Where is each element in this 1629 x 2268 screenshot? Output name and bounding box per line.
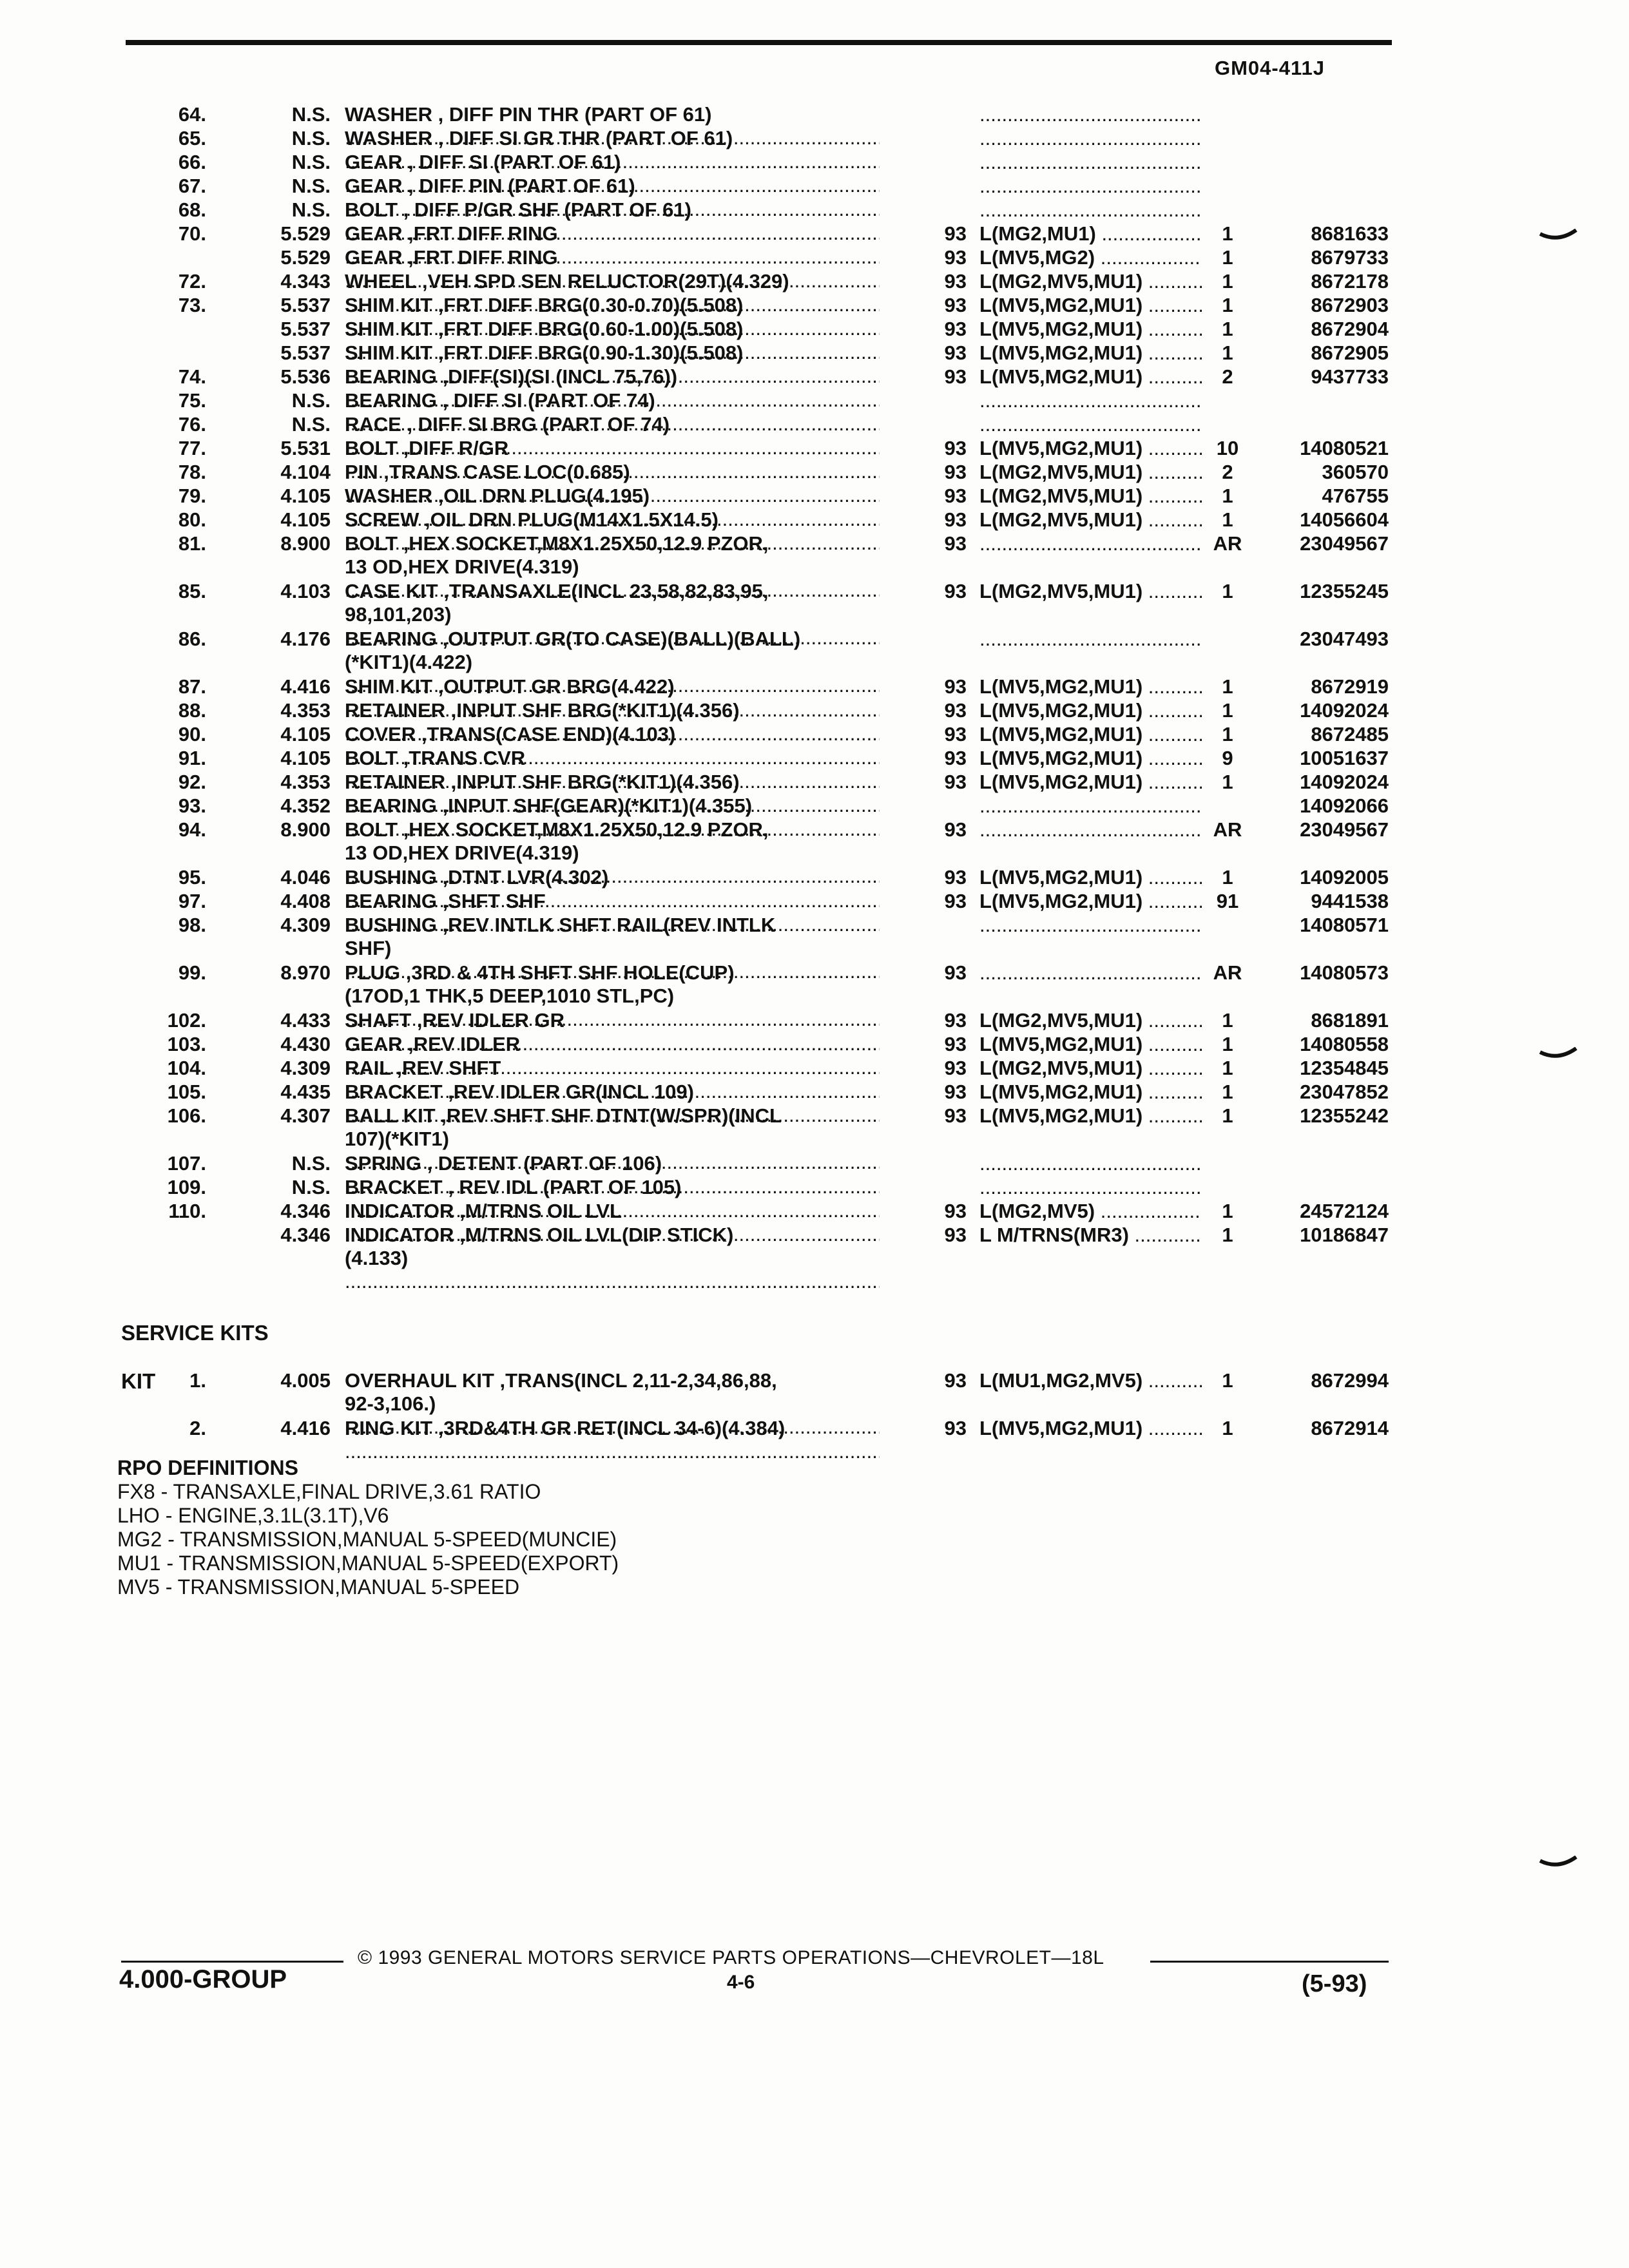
model-code: L(MV5,MG2) ..... [979,246,1202,269]
part-number: 476755 [1322,485,1389,507]
part-description: BEARING ,SHFT SHF ..... [345,890,880,936]
group-number: 4.005 [280,1369,331,1392]
model-code: L(MG2,MV5,MU1) ..... [979,580,1202,603]
model-code: L(MG2,MV5,MU1) ..... [979,461,1202,484]
part-number: 8672904 [1311,318,1389,340]
part-description: RING KIT ,3RD&4TH GR RET(INCL 34-6)(4.384) ..... [345,1417,880,1463]
part-description: CASE KIT ,TRANSAXLE(INCL 23,58,82,83,95, 98,101,203) ..... [345,580,880,649]
model-code [979,961,1202,985]
footer-rule [1150,1961,1389,1963]
model-code [979,1176,1202,1199]
group-number: 5.529 [280,222,331,245]
model-year: 93 [944,1417,967,1439]
item-number: 106. [167,1104,206,1127]
group-number: 4.343 [280,270,331,293]
item-number: 93. [178,794,206,817]
model-code: L(MG2,MV5,MU1) ..... [979,1057,1202,1080]
part-description: BALL KIT ,REV SHFT SHF DTNT(W/SPR)(INCL 107)(*KIT1) ..... [345,1104,880,1174]
model-year: 93 [944,771,967,793]
group-number: 4.105 [280,508,331,531]
model-code: L(MV5,MG2,MU1) ..... [979,1033,1202,1056]
quantity: 1 [1222,246,1233,269]
group-number: 4.346 [280,1200,331,1222]
model-code [979,532,1202,555]
model-year: 93 [944,461,967,483]
quantity: 1 [1222,318,1233,340]
item-number: 67. [178,175,206,197]
part-description: SPRING , DETENT (PART OF 106) ..... [345,1152,880,1198]
group-number: N.S. [291,389,331,412]
quantity: 91 [1216,890,1239,912]
part-description: GEAR ,REV IDLER ..... [345,1033,880,1079]
kit-label: KIT [121,1369,156,1393]
model-code [979,818,1202,841]
group-number: 4.352 [280,794,331,817]
group-number: N.S. [291,103,331,126]
model-code: L(MU1,MG2,MV5) ..... [979,1369,1202,1392]
part-description: BEARING ,DIFF(SI)(SI (INCL 75,76)) ..... [345,365,880,412]
item-number: 80. [178,508,206,531]
model-year: 93 [944,1369,967,1392]
part-description: BOLT ,DIFF R/GR ..... [345,437,880,483]
item-number: 105. [167,1081,206,1103]
top-rule [126,40,1392,45]
part-description: SHIM KIT ,OUTPUT GR BRG(4.422) ..... [345,675,880,722]
part-description: WASHER , DIFF PIN THR (PART OF 61) ..... [345,103,880,149]
item-number: 75. [178,389,206,412]
part-description: BOLT ,TRANS CVR ..... [345,747,880,793]
group-number: 4.430 [280,1033,331,1055]
model-year: 93 [944,818,967,841]
item-number: 2. [189,1417,206,1439]
quantity: 1 [1222,675,1233,698]
group-number: 4.346 [280,1224,331,1246]
quantity: 1 [1222,1057,1233,1079]
group-number: 4.105 [280,723,331,745]
model-year: 93 [944,1224,967,1246]
item-number: 109. [167,1176,206,1198]
part-description: GEAR ,FRT DIFF RING ..... [345,222,880,269]
model-year: 93 [944,675,967,698]
model-year: 93 [944,437,967,459]
rpo-line: MV5 - TRANSMISSION,MANUAL 5-SPEED [117,1575,520,1599]
part-number: 8681633 [1311,222,1389,245]
item-number: 86. [178,628,206,650]
part-description: RACE , DIFF SI BRG (PART OF 74) ..... [345,413,880,459]
model-year: 93 [944,508,967,531]
part-description: WASHER ,OIL DRN PLUG(4.195) ..... [345,485,880,531]
rpo-line: MU1 - TRANSMISSION,MANUAL 5-SPEED(EXPORT) [117,1552,619,1575]
binder-tick-mark [1539,229,1577,242]
quantity: 1 [1222,485,1233,507]
model-year: 93 [944,532,967,555]
part-description: INDICATOR ,M/TRNS OIL LVL ..... [345,1200,880,1246]
part-number: 8672994 [1311,1369,1389,1392]
part-description: OVERHAUL KIT ,TRANS(INCL 2,11-2,34,86,88, 92-3,106.) ..... [345,1369,880,1439]
part-description: GEAR , DIFF PIN (PART OF 61) ..... [345,175,880,221]
group-number: 8.900 [280,818,331,841]
item-number: 73. [178,294,206,316]
model-code: L(MG2,MV5,MU1) ..... [979,508,1202,532]
part-number: 23049567 [1300,532,1389,555]
model-code [979,794,1202,818]
model-year: 93 [944,723,967,745]
part-number: 14056604 [1300,508,1389,531]
quantity: 1 [1222,294,1233,316]
quantity: 1 [1222,222,1233,245]
quantity: 1 [1222,1033,1233,1055]
item-number: 74. [178,365,206,388]
model-code: L(MV5,MG2,MU1) ..... [979,1081,1202,1104]
quantity: 1 [1222,771,1233,793]
part-number: 14080521 [1300,437,1389,459]
item-number: 64. [178,103,206,126]
model-code: L(MG2,MV5,MU1) ..... [979,1009,1202,1032]
part-number: 14092024 [1300,771,1389,793]
quantity: AR [1213,532,1242,555]
model-code [979,103,1202,126]
model-year: 93 [944,270,967,293]
group-number: N.S. [291,1152,331,1175]
binder-tick-mark [1539,1856,1577,1869]
model-code: L(MV5,MG2,MU1) ..... [979,437,1202,460]
group-number: 4.104 [280,461,331,483]
model-year: 93 [944,1009,967,1032]
group-number: 4.309 [280,1057,331,1079]
part-number: 14092005 [1300,866,1389,889]
part-description: BOLT ,HEX SOCKET,M8X1.25X50,12.9 PZOR, 13 OD,HEX DRIVE(4.319) ..... [345,818,880,888]
group-number: 4.408 [280,890,331,912]
item-number: 99. [178,961,206,984]
quantity: 9 [1222,747,1233,769]
part-number: 8672905 [1311,341,1389,364]
item-number: 81. [178,532,206,555]
model-year: 93 [944,246,967,269]
item-number: 72. [178,270,206,293]
group-number: 4.353 [280,699,331,722]
quantity: 1 [1222,1200,1233,1222]
quantity: 1 [1222,1081,1233,1103]
item-number: 104. [167,1057,206,1079]
item-number: 110. [168,1200,206,1222]
item-number: 107. [167,1152,206,1175]
quantity: 1 [1222,1104,1233,1127]
model-code: L(MG2,MV5,MU1) ..... [979,485,1202,508]
model-code: L(MV5,MG2,MU1) ..... [979,341,1202,365]
part-number: 9441538 [1311,890,1389,912]
part-number: 12355245 [1300,580,1389,602]
part-description: BUSHING ,REV INTLK SHFT RAIL(REV INTLK SHF) ..... [345,914,880,983]
part-description: BEARING , DIFF SI (PART OF 74) ..... [345,389,880,436]
model-year: 93 [944,294,967,316]
model-year: 93 [944,1033,967,1055]
model-year: 93 [944,341,967,364]
rpo-title: RPO DEFINITIONS [117,1456,298,1479]
model-code: L(MV5,MG2,MU1) ..... [979,866,1202,889]
part-number: 14080573 [1300,961,1389,984]
part-number: 9437733 [1311,365,1389,388]
group-number: 5.529 [280,246,331,269]
item-number: 68. [178,198,206,221]
model-code [979,1152,1202,1175]
part-number: 8672903 [1311,294,1389,316]
model-year: 93 [944,961,967,984]
document-id: GM04-411J [1215,57,1325,79]
part-description: SHAFT ,REV IDLER GR ..... [345,1009,880,1055]
group-number: 5.536 [280,365,331,388]
model-code: L(MV5,MG2,MU1) ..... [979,318,1202,341]
part-description: BOLT ,HEX SOCKET,M8X1.25X50,12.9 PZOR, 13 OD,HEX DRIVE(4.319) ..... [345,532,880,602]
quantity: AR [1213,818,1242,841]
quantity: 1 [1222,1009,1233,1032]
part-description: PLUG ,3RD & 4TH SHFT SHF HOLE(CUP) (17OD,1 THK,5 DEEP,1010 STL,PC) ..... [345,961,880,1031]
rpo-definitions [117,1456,619,1599]
group-number: N.S. [291,127,331,149]
item-number: 102. [167,1009,206,1032]
part-description: GEAR , DIFF SI (PART OF 61) ..... [345,151,880,197]
item-number: 85. [178,580,206,602]
group-number: 4.353 [280,771,331,793]
group-number: 4.307 [280,1104,331,1127]
part-number: 8681891 [1311,1009,1389,1032]
revision-date: (5-93) [1302,1970,1367,1997]
group-number: 4.416 [280,675,331,698]
item-number: 90. [178,723,206,745]
part-description: SHIM KIT ,FRT DIFF BRG(0.60-1.00)(5.508) ..... [345,318,880,364]
model-code: L(MV5,MG2,MU1) ..... [979,1417,1202,1440]
group-number: N.S. [291,198,331,221]
part-description: GEAR ,FRT DIFF RING ..... [345,246,880,293]
model-year: 93 [944,699,967,722]
group-number: 8.970 [280,961,331,984]
part-number: 8672485 [1311,723,1389,745]
model-code: L(MV5,MG2,MU1) ..... [979,723,1202,746]
part-number: 14092024 [1300,699,1389,722]
item-number: 91. [178,747,206,769]
group-number: 4.433 [280,1009,331,1032]
part-description: RETAINER ,INPUT SHF BRG(*KIT1)(4.356) ..... [345,771,880,817]
rpo-line: MG2 - TRANSMISSION,MANUAL 5-SPEED(MUNCIE) [117,1528,617,1551]
quantity: 1 [1222,723,1233,745]
model-code [979,127,1202,150]
part-number: 8672178 [1311,270,1389,293]
part-number: 24572124 [1300,1200,1389,1222]
item-number: 79. [178,485,206,507]
group-number: 4.105 [280,747,331,769]
part-number: 14092066 [1300,794,1389,817]
quantity: 2 [1222,461,1233,483]
footer-rule [121,1961,343,1963]
part-number: 23047852 [1300,1081,1389,1103]
part-description: WHEEL ,VEH SPD SEN RELUCTOR(29T)(4.329) ..... [345,270,880,316]
model-code [979,198,1202,222]
item-number: 70. [178,222,206,245]
group-number: 5.531 [280,437,331,459]
part-description: COVER ,TRANS(CASE END)(4.103) ..... [345,723,880,769]
quantity: 1 [1222,1369,1233,1392]
part-number: 360570 [1322,461,1389,483]
model-code [979,914,1202,937]
part-description: SHIM KIT ,FRT DIFF BRG(0.30-0.70)(5.508) ..... [345,294,880,340]
part-number: 10051637 [1300,747,1389,769]
footer-copyright: © 1993 GENERAL MOTORS SERVICE PARTS OPERATIONS—CHEVROLET—18L [358,1947,1104,1968]
model-year: 93 [944,485,967,507]
item-number: 76. [178,413,206,436]
part-number: 10186847 [1300,1224,1389,1246]
model-code: L M/TRNS(MR3) ..... [979,1224,1202,1247]
part-description: INDICATOR ,M/TRNS OIL LVL(DIP STICK) (4.133) ..... [345,1224,880,1293]
part-description: SCREW ,OIL DRN PLUG(M14X1.5X14.5) ..... [345,508,880,555]
group-number: 4.435 [280,1081,331,1103]
group-number: N.S. [291,175,331,197]
group-number: 8.900 [280,532,331,555]
model-code [979,389,1202,412]
part-number: 12354845 [1300,1057,1389,1079]
model-code [979,151,1202,174]
group-number: 4.105 [280,485,331,507]
model-year: 93 [944,1081,967,1103]
model-year: 93 [944,1057,967,1079]
group-number: 5.537 [280,318,331,340]
part-number: 14080558 [1300,1033,1389,1055]
model-code: L(MV5,MG2,MU1) ..... [979,771,1202,794]
item-number: 78. [178,461,206,483]
model-year: 93 [944,365,967,388]
part-number: 8679733 [1311,246,1389,269]
item-number: 92. [178,771,206,793]
service-kits-title: SERVICE KITS [121,1321,269,1345]
item-number: 103. [167,1033,206,1055]
item-number: 88. [178,699,206,722]
model-code: L(MG2,MV5,MU1) ..... [979,270,1202,293]
part-description: RAIL ,REV SHFT ..... [345,1057,880,1103]
model-code: L(MV5,MG2,MU1) ..... [979,1104,1202,1128]
model-code: L(MV5,MG2,MU1) ..... [979,675,1202,698]
model-year: 93 [944,866,967,889]
group-number: N.S. [291,151,331,173]
model-year: 93 [944,318,967,340]
model-code: L(MV5,MG2,MU1) ..... [979,747,1202,770]
model-code: L(MG2,MU1) ..... [979,222,1202,245]
part-description: WASHER , DIFF SI GR THR (PART OF 61) ..... [345,127,880,173]
rpo-line: LHO - ENGINE,3.1L(3.1T),V6 [117,1504,389,1527]
item-number: 97. [178,890,206,912]
item-number: 87. [178,675,206,698]
model-code: L(MV5,MG2,MU1) ..... [979,294,1202,317]
item-number: 98. [178,914,206,936]
model-code: L(MG2,MV5) ..... [979,1200,1202,1223]
item-number: 77. [178,437,206,459]
group-number: 4.416 [280,1417,331,1439]
item-number: 1. [189,1369,206,1392]
part-number: 12355242 [1300,1104,1389,1127]
part-description: BRACKET ,REV IDLER GR(INCL 109) ..... [345,1081,880,1127]
quantity: 2 [1222,365,1233,388]
group-number: 4.103 [280,580,331,602]
part-description: PIN ,TRANS CASE LOC(0.685) ..... [345,461,880,507]
part-description: BRACKET , REV IDL (PART OF 105) ..... [345,1176,880,1222]
binder-tick-mark [1539,1047,1577,1060]
quantity: AR [1213,961,1242,984]
part-number: 8672919 [1311,675,1389,698]
group-number: 4.046 [280,866,331,889]
item-number: 65. [178,127,206,149]
group-number: N.S. [291,413,331,436]
model-code [979,628,1202,651]
model-year: 93 [944,1200,967,1222]
group-number: 4.309 [280,914,331,936]
group-number: 5.537 [280,341,331,364]
item-number: 66. [178,151,206,173]
model-code: L(MV5,MG2,MU1) ..... [979,890,1202,913]
part-number: 8672914 [1311,1417,1389,1439]
model-year: 93 [944,222,967,245]
part-description: SHIM KIT ,FRT DIFF BRG(0.90-1.30)(5.508) ..... [345,341,880,388]
part-description: BEARING ,OUTPUT GR(TO CASE)(BALL)(BALL) (*KIT1)(4.422) ..... [345,628,880,697]
quantity: 1 [1222,508,1233,531]
group-number: 5.537 [280,294,331,316]
quantity: 1 [1222,866,1233,889]
item-number: 94. [178,818,206,841]
quantity: 1 [1222,341,1233,364]
model-code: L(MV5,MG2,MU1) ..... [979,365,1202,389]
part-number: 23047493 [1300,628,1389,650]
part-description: BUSHING ,DTNT LVR(4.302) ..... [345,866,880,912]
model-year: 93 [944,580,967,602]
model-code: L(MV5,MG2,MU1) ..... [979,699,1202,722]
rpo-line: FX8 - TRANSAXLE,FINAL DRIVE,3.61 RATIO [117,1480,541,1503]
part-number: 14080571 [1300,914,1389,936]
model-code [979,175,1202,198]
part-description: BEARING ,INPUT SHF(GEAR)(*KIT1)(4.355) ..... [345,794,880,841]
footer-group-label: 4.000-GROUP [119,1965,287,1994]
model-year: 93 [944,890,967,912]
quantity: 1 [1222,270,1233,293]
quantity: 1 [1222,1417,1233,1439]
quantity: 1 [1222,699,1233,722]
model-year: 93 [944,747,967,769]
part-number: 23049567 [1300,818,1389,841]
part-description: BOLT , DIFF P/GR SHF (PART OF 61) ..... [345,198,880,245]
item-number: 95. [178,866,206,889]
model-year: 93 [944,1104,967,1127]
model-code [979,413,1202,436]
page-number: 4-6 [727,1972,755,1993]
group-number: N.S. [291,1176,331,1198]
quantity: 1 [1222,1224,1233,1246]
part-description: RETAINER ,INPUT SHF BRG(*KIT1)(4.356) ..... [345,699,880,745]
quantity: 10 [1216,437,1239,459]
quantity: 1 [1222,580,1233,602]
group-number: 4.176 [280,628,331,650]
